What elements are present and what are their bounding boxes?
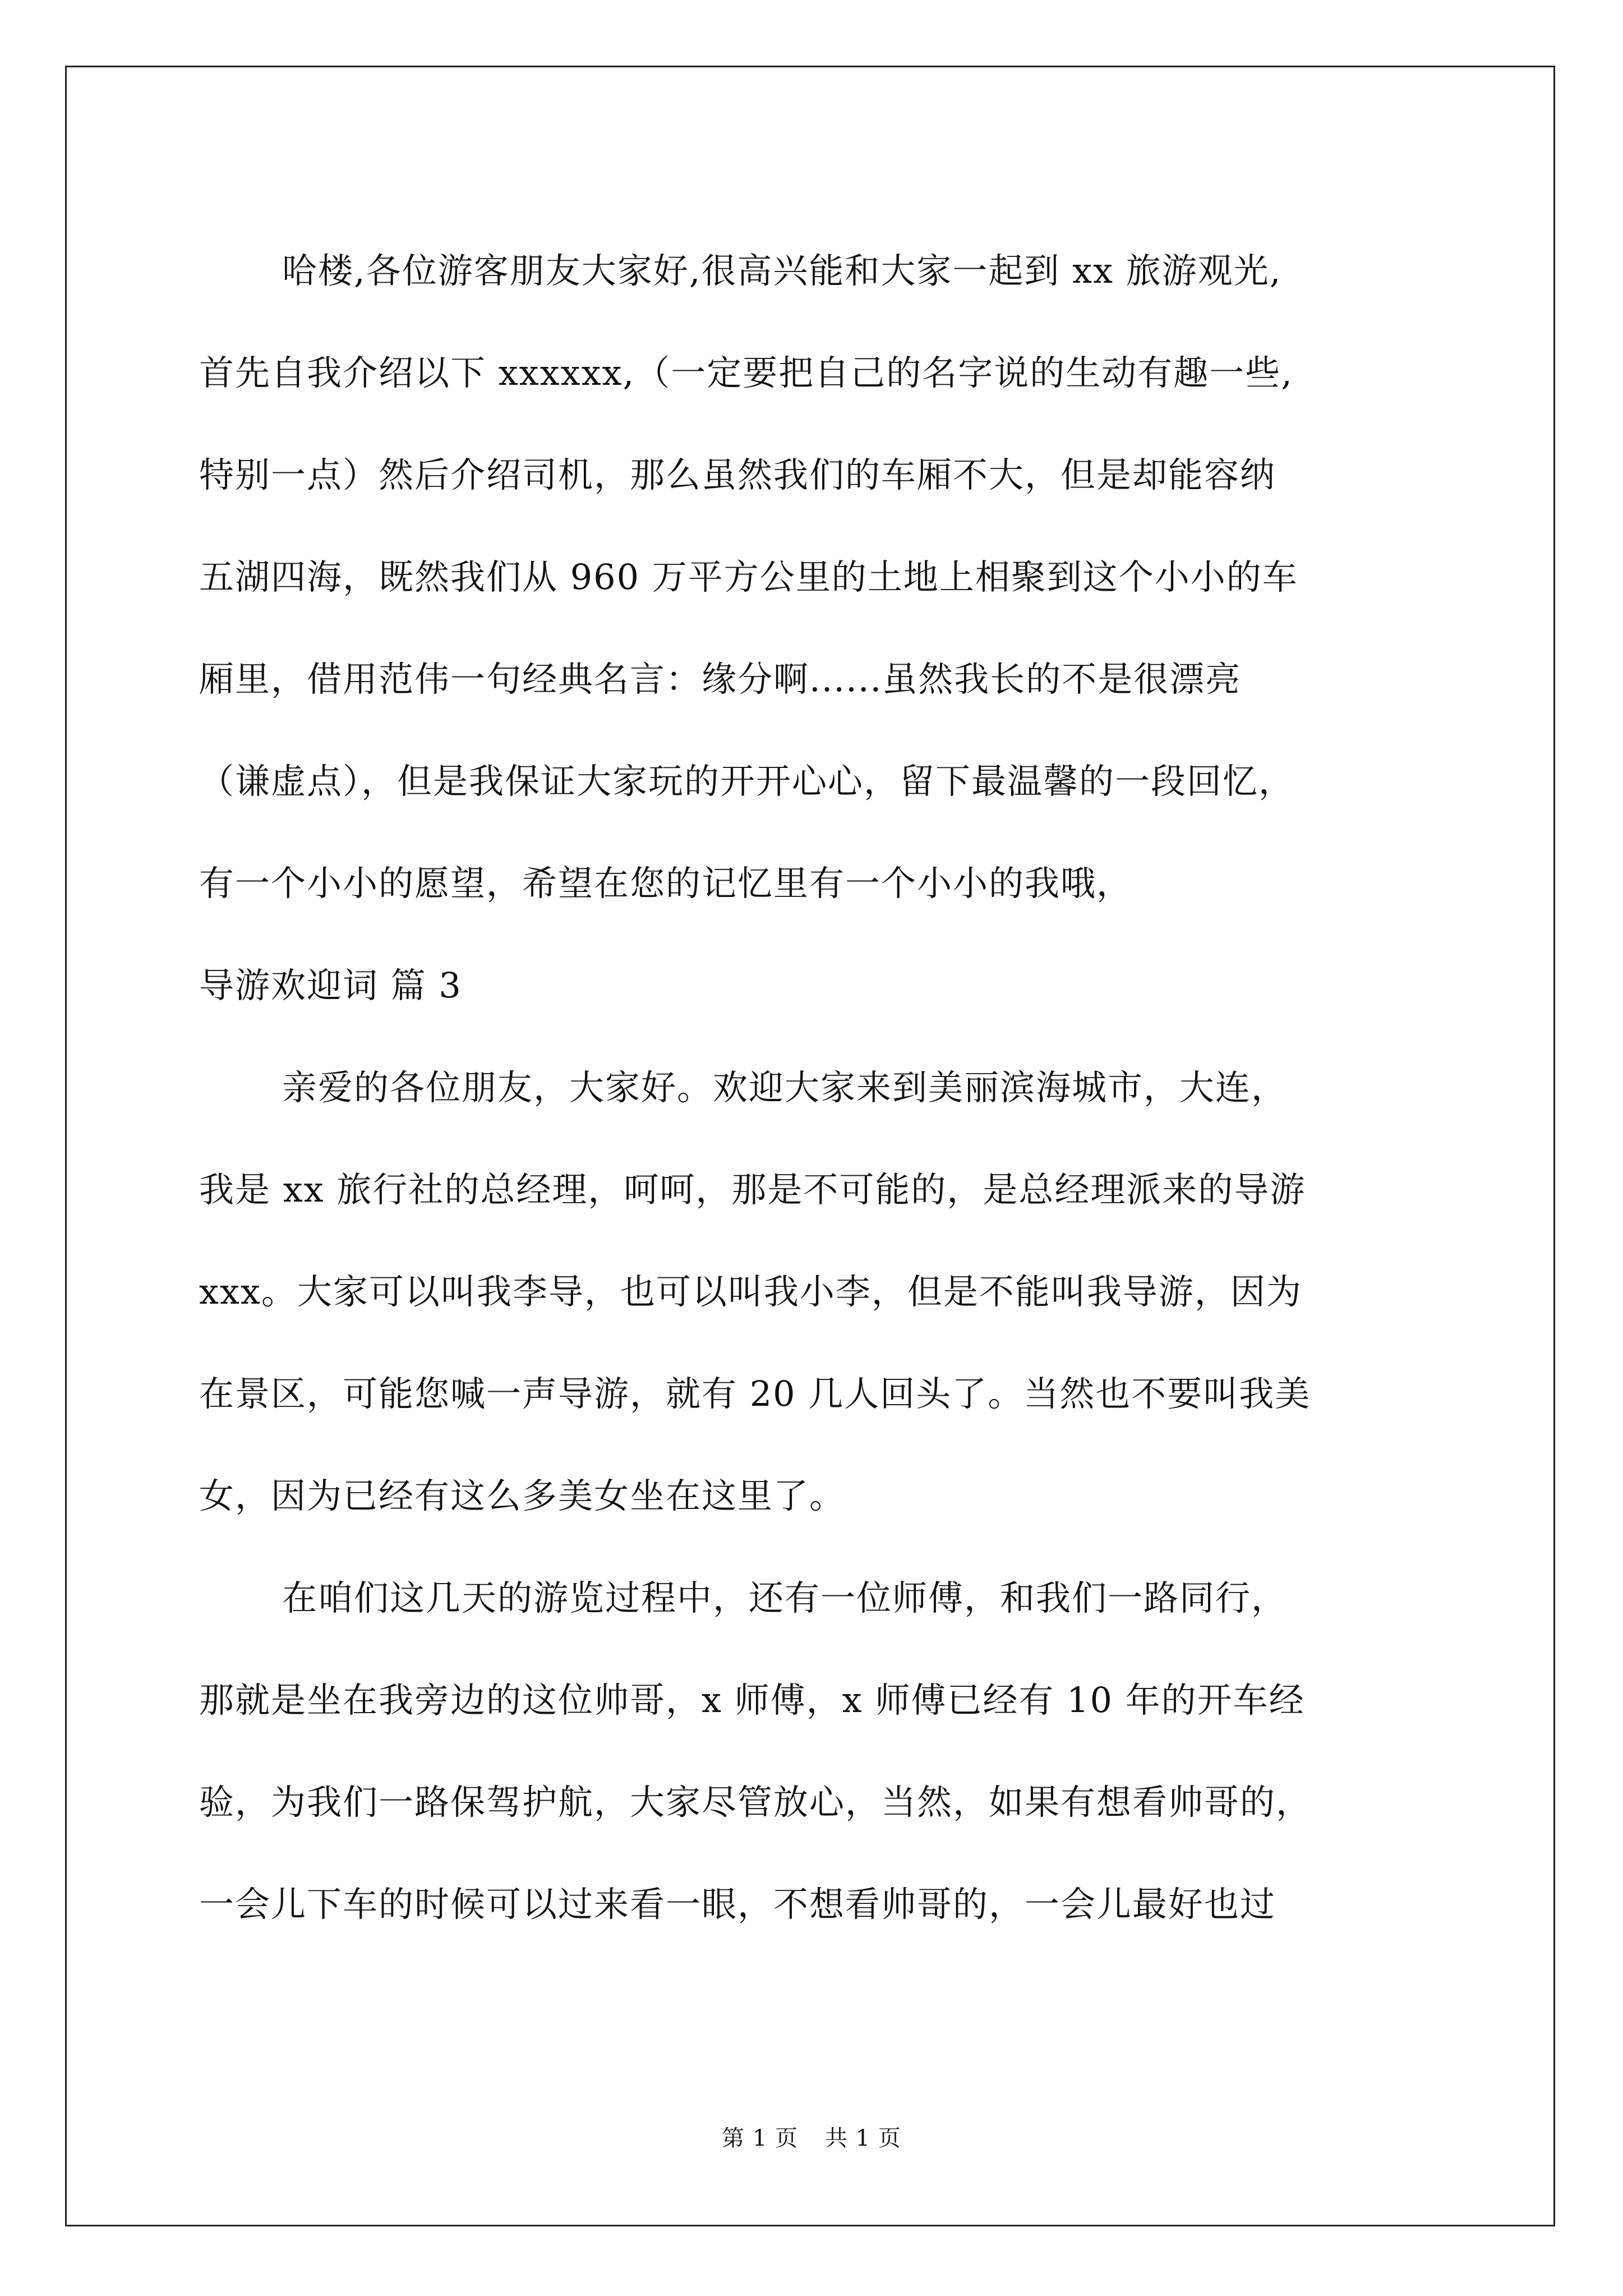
- text-line-16: 验，为我们一路保驾护航，大家尽管放心，当然，如果有想看帅哥的，: [199, 1782, 1312, 1823]
- text-line-11: xxx。大家可以叫我李导，也可以叫我小李，但是不能叫我导游，因为: [199, 1271, 1302, 1312]
- text-line-7: 有一个小小的愿望，希望在您的记忆里有一个小小的我哦，: [199, 863, 1133, 904]
- text-line-17: 一会儿下车的时候可以过来看一眼，不想看帅哥的，一会儿最好也过: [199, 1884, 1276, 1925]
- text-line-9: 亲爱的各位朋友，大家好。欢迎大家来到美丽滨海城市，大连，: [282, 1067, 1288, 1108]
- text-line-6: （谦虚点），但是我保证大家玩的开开心心，留下最温馨的一段回忆，: [199, 761, 1295, 802]
- page-footer: [0, 2124, 1623, 2152]
- text-line-5: 厢里，借用范伟一句经典名言：缘分啊......虽然我长的不是很漂亮: [199, 659, 1242, 700]
- text-line-3: 特别一点）然后介绍司机，那么虽然我们的车厢不大，但是却能容纳: [199, 454, 1276, 495]
- document-body: [199, 220, 1450, 1955]
- text-line-2: 首先自我介绍以下 xxxxxx,（一定要把自己的名字说的生动有趣一些,: [199, 352, 1293, 393]
- text-line-12: 在景区，可能您喊一声导游，就有 20 几人回头了。当然也不要叫我美: [199, 1373, 1311, 1414]
- text-line-13: 女，因为已经有这么多美女坐在这里了。: [199, 1475, 846, 1516]
- text-line-1: 哈楼,各位游客朋友大家好,很高兴能和大家一起到 xx 旅游观光,: [282, 250, 1282, 291]
- section-heading: 导游欢迎词 篇 3: [199, 965, 462, 1006]
- text-line-4: 五湖四海，既然我们从 960 万平方公里的土地上相聚到这个小小的车: [199, 556, 1298, 597]
- page-total: 共 1 页: [825, 2125, 901, 2151]
- text-line-14: 在咱们这几天的游览过程中，还有一位师傅，和我们一路同行，: [282, 1577, 1288, 1618]
- page-number: 第 1 页: [722, 2125, 798, 2151]
- text-line-15: 那就是坐在我旁边的这位帅哥，x 师傅，x 师傅已经有 10 年的开车经: [199, 1680, 1305, 1720]
- text-line-10: 我是 xx 旅行社的总经理，呵呵，那是不可能的，是总经理派来的导游: [199, 1169, 1306, 1210]
